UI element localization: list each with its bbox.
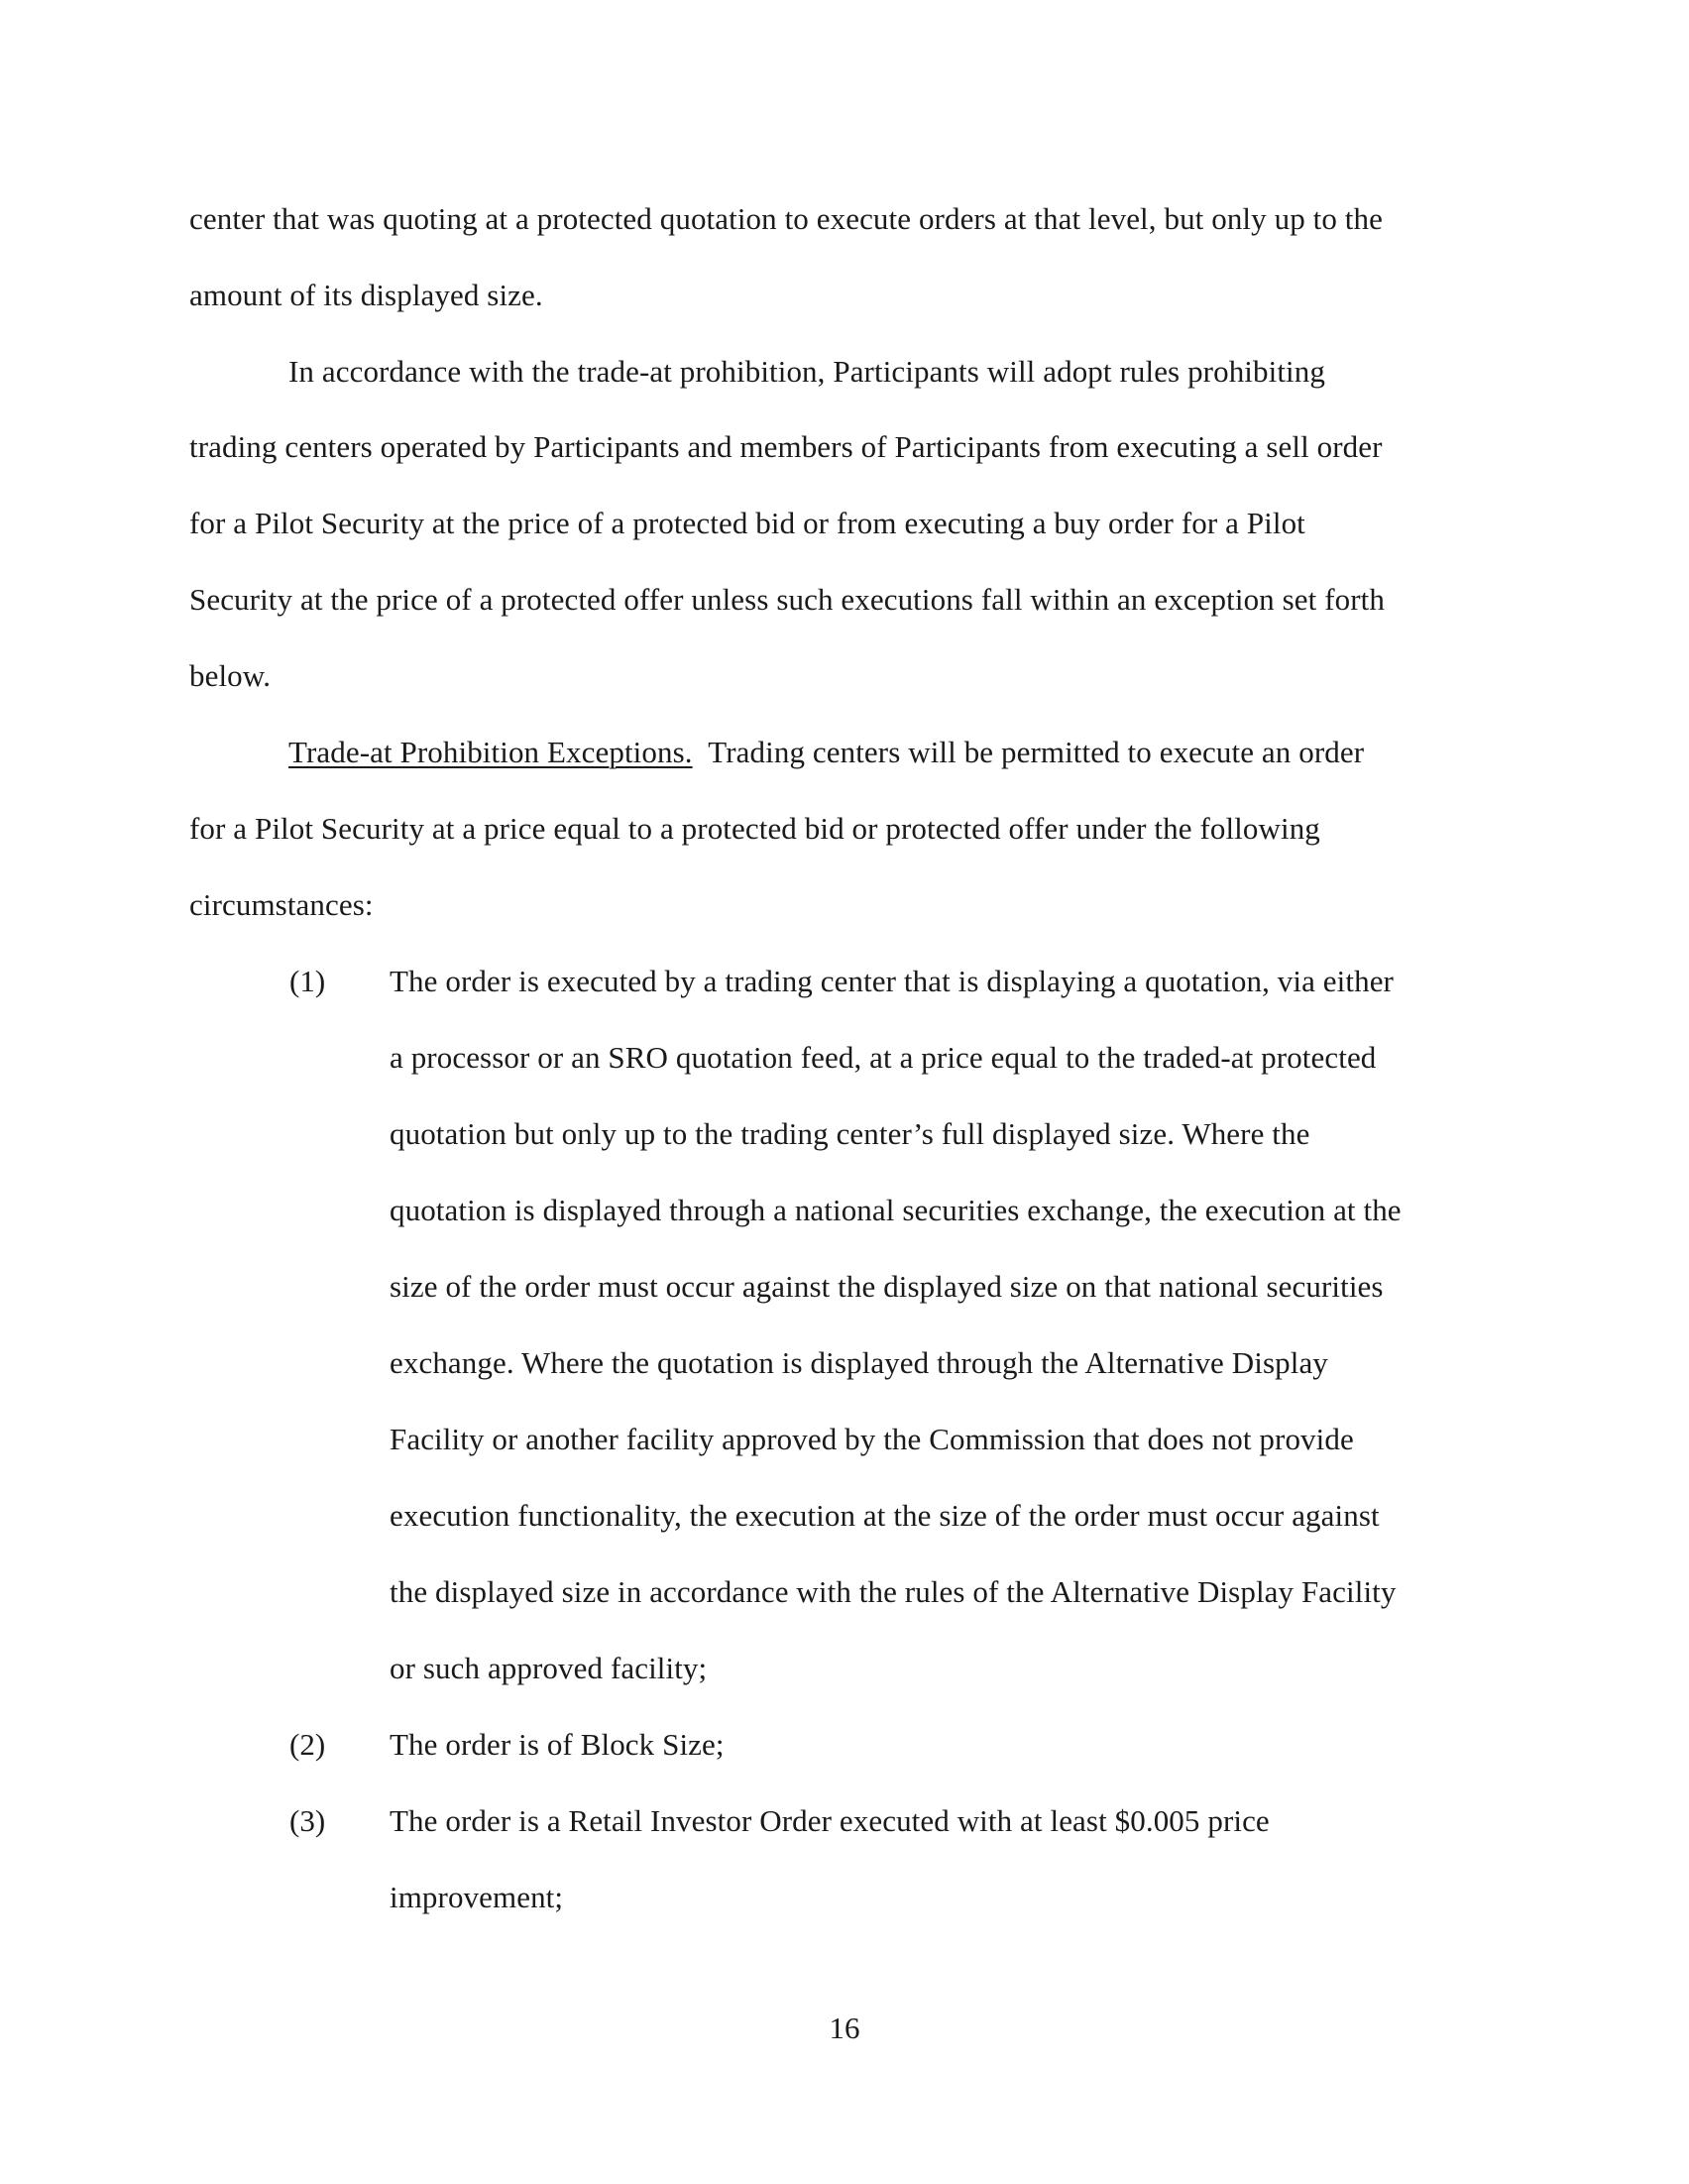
list-item-line: The order is a Retail Investor Order executed with at least $0.005 price <box>390 1803 1270 1838</box>
list-item-line: size of the order must occur against the displayed size on that national securities <box>390 1269 1384 1304</box>
list-item-line: a processor or an SRO quotation feed, at a price equal to the traded-at protected <box>390 1040 1377 1075</box>
paragraph-line: In accordance with the trade-at prohibition, Participants will adopt rules prohibiting <box>288 354 1325 389</box>
paragraph-line: for a Pilot Security at the price of a protected bid or from executing a buy order for a Pilot <box>189 506 1305 540</box>
paragraph-text: Trading centers will be permitted to execute an order <box>708 735 1365 769</box>
paragraph-line: center that was quoting at a protected quotation to execute orders at that level, but only up to the <box>189 201 1383 236</box>
paragraph-line: Security at the price of a protected offer unless such executions fall within an exception set forth <box>189 582 1385 617</box>
paragraph-line: amount of its displayed size. <box>189 278 543 312</box>
paragraph-line: circumstances: <box>189 887 374 922</box>
list-item-line: The order is of Block Size; <box>390 1727 725 1762</box>
paragraph-line <box>288 733 1364 772</box>
list-item-number: (1) <box>289 964 326 998</box>
list-item-line: quotation but only up to the trading center’s full displayed size. Where the <box>390 1116 1310 1151</box>
list-item-line: improvement; <box>390 1880 564 1914</box>
page-number: 16 <box>829 2011 860 2045</box>
list-item-line: the displayed size in accordance with the rules of the Alternative Display Facility <box>390 1574 1397 1609</box>
list-item-line: Facility or another facility approved by the Commission that does not provide <box>390 1422 1354 1456</box>
section-heading: Trade-at Prohibition Exceptions. <box>288 735 693 769</box>
list-item-line: The order is executed by a trading center that is displaying a quotation, via either <box>390 964 1394 998</box>
paragraph-line: below. <box>189 658 272 693</box>
list-item-line: exchange. Where the quotation is displayed through the Alternative Display <box>390 1345 1328 1380</box>
paragraph-line: for a Pilot Security at a price equal to a protected bid or protected offer under the following <box>189 811 1320 846</box>
paragraph-line: trading centers operated by Participants and members of Participants from executing a sell order <box>189 429 1383 464</box>
list-item-number: (3) <box>289 1803 326 1838</box>
list-item-line: or such approved facility; <box>390 1651 708 1685</box>
list-item-line: execution functionality, the execution at the size of the order must occur against <box>390 1498 1380 1533</box>
list-item-number: (2) <box>289 1727 326 1762</box>
list-item-line: quotation is displayed through a national securities exchange, the execution at the <box>390 1193 1402 1227</box>
